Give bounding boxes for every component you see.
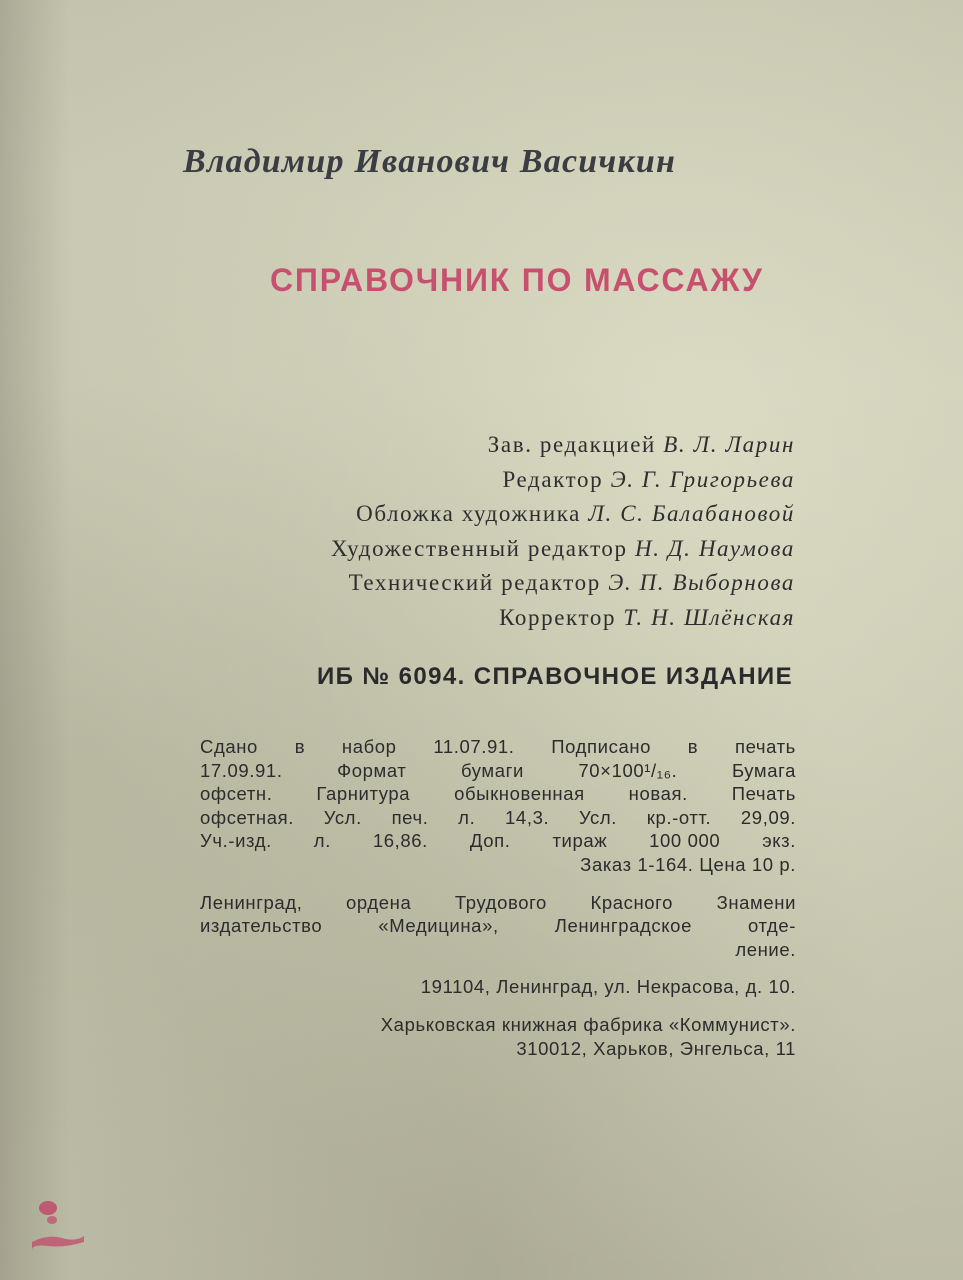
spacer [200, 877, 796, 891]
word: «Медицина», [378, 915, 499, 937]
print-details-line [200, 782, 796, 806]
word: Доп. [469, 830, 511, 852]
staff-name: Т. Н. Шлёнская [623, 604, 795, 630]
word: печ. [391, 806, 429, 828]
staff-name: Н. Д. Наумова [635, 535, 795, 561]
word: Усл. [323, 806, 362, 828]
editorial-staff-list [175, 428, 795, 635]
staff-row [175, 601, 795, 636]
word: в [687, 736, 699, 757]
word: экз. [762, 830, 796, 852]
publisher-line [200, 914, 796, 938]
word: 100 000 [649, 830, 721, 852]
staff-role: Обложка художника [356, 501, 581, 526]
order-price-line: Заказ 1-164. Цена 10 р. [580, 853, 796, 875]
printer-line: Харьковская книжная фабрика «Коммунист». [380, 1013, 796, 1035]
word: тираж [552, 830, 608, 852]
publisher-address: 191104, Ленинград, ул. Некрасова, д. 10. [420, 976, 796, 998]
word: 16,86. [372, 830, 428, 852]
print-details-line [200, 759, 796, 783]
word: Усл. [578, 806, 618, 828]
book-title: СПРАВОЧНИК ПО МАССАЖУ [270, 262, 764, 298]
staff-role: Технический редактор [348, 570, 601, 595]
staff-role: Художественный редактор [330, 535, 628, 561]
word: отде- [747, 915, 796, 937]
word: Формат [337, 759, 407, 781]
staff-name: Э. Г. Григорьева [610, 466, 795, 492]
staff-name: В. Л. Ларин [663, 432, 795, 457]
word: Знамени [716, 891, 796, 913]
staff-role: Редактор [502, 466, 604, 492]
staff-role: Корректор [499, 604, 617, 630]
printer-address: 310012, Харьков, Энгельса, 11 [516, 1037, 796, 1059]
print-details-line [200, 829, 796, 853]
spacer [200, 999, 796, 1013]
author-name: Владимир Иванович Васичкин [183, 143, 677, 180]
ink-stain [28, 1190, 88, 1260]
word: л. [458, 806, 476, 828]
staff-row [175, 532, 795, 567]
word: бумаги [460, 759, 524, 781]
staff-row [175, 497, 795, 532]
print-details-line [200, 806, 796, 830]
word: кр.-отт. [646, 806, 712, 828]
publisher-line [200, 891, 796, 915]
word: в [294, 736, 306, 757]
staff-row [175, 566, 795, 601]
word: ордена [346, 891, 412, 913]
staff-name: Э. П. Выборнова [608, 570, 795, 595]
word: Печать [731, 783, 796, 805]
word: 29,09. [740, 806, 796, 828]
word: издательство [200, 915, 323, 937]
word: Трудового [454, 891, 547, 913]
word: офсетн. [200, 783, 273, 805]
word: новая. [628, 783, 688, 805]
publisher-line: ление. [735, 938, 796, 960]
word: Уч.-изд. [200, 830, 272, 852]
print-details-line [200, 735, 796, 759]
page-shadow [0, 0, 70, 1280]
word: л. [313, 830, 331, 852]
word: Сдано [200, 736, 258, 757]
word: 14,3. [505, 806, 550, 828]
word: офсетная. [200, 806, 294, 828]
word: 17.09.91. [200, 759, 283, 781]
word: обыкновенная [454, 783, 585, 805]
spacer [200, 961, 796, 975]
word: Бумага [731, 759, 796, 781]
word: 11.07.91. [433, 736, 515, 757]
imprint-block [200, 735, 796, 1060]
word: Гарнитура [316, 783, 411, 805]
word: Ленинград, [200, 891, 303, 913]
publication-heading: ИБ № 6094. СПРАВОЧНОЕ ИЗДАНИЕ [317, 663, 793, 690]
staff-name: Л. С. Балабановой [588, 501, 795, 526]
word: набор [341, 736, 397, 757]
word: Подписано [551, 736, 652, 757]
word: 70×100¹/₁₆. [578, 759, 678, 781]
word: печать [734, 736, 796, 757]
word: Красного [590, 891, 674, 913]
staff-row [175, 463, 795, 498]
word: Ленинградское [554, 915, 692, 937]
staff-role: Зав. редакцией [487, 432, 656, 457]
staff-row [175, 428, 795, 463]
